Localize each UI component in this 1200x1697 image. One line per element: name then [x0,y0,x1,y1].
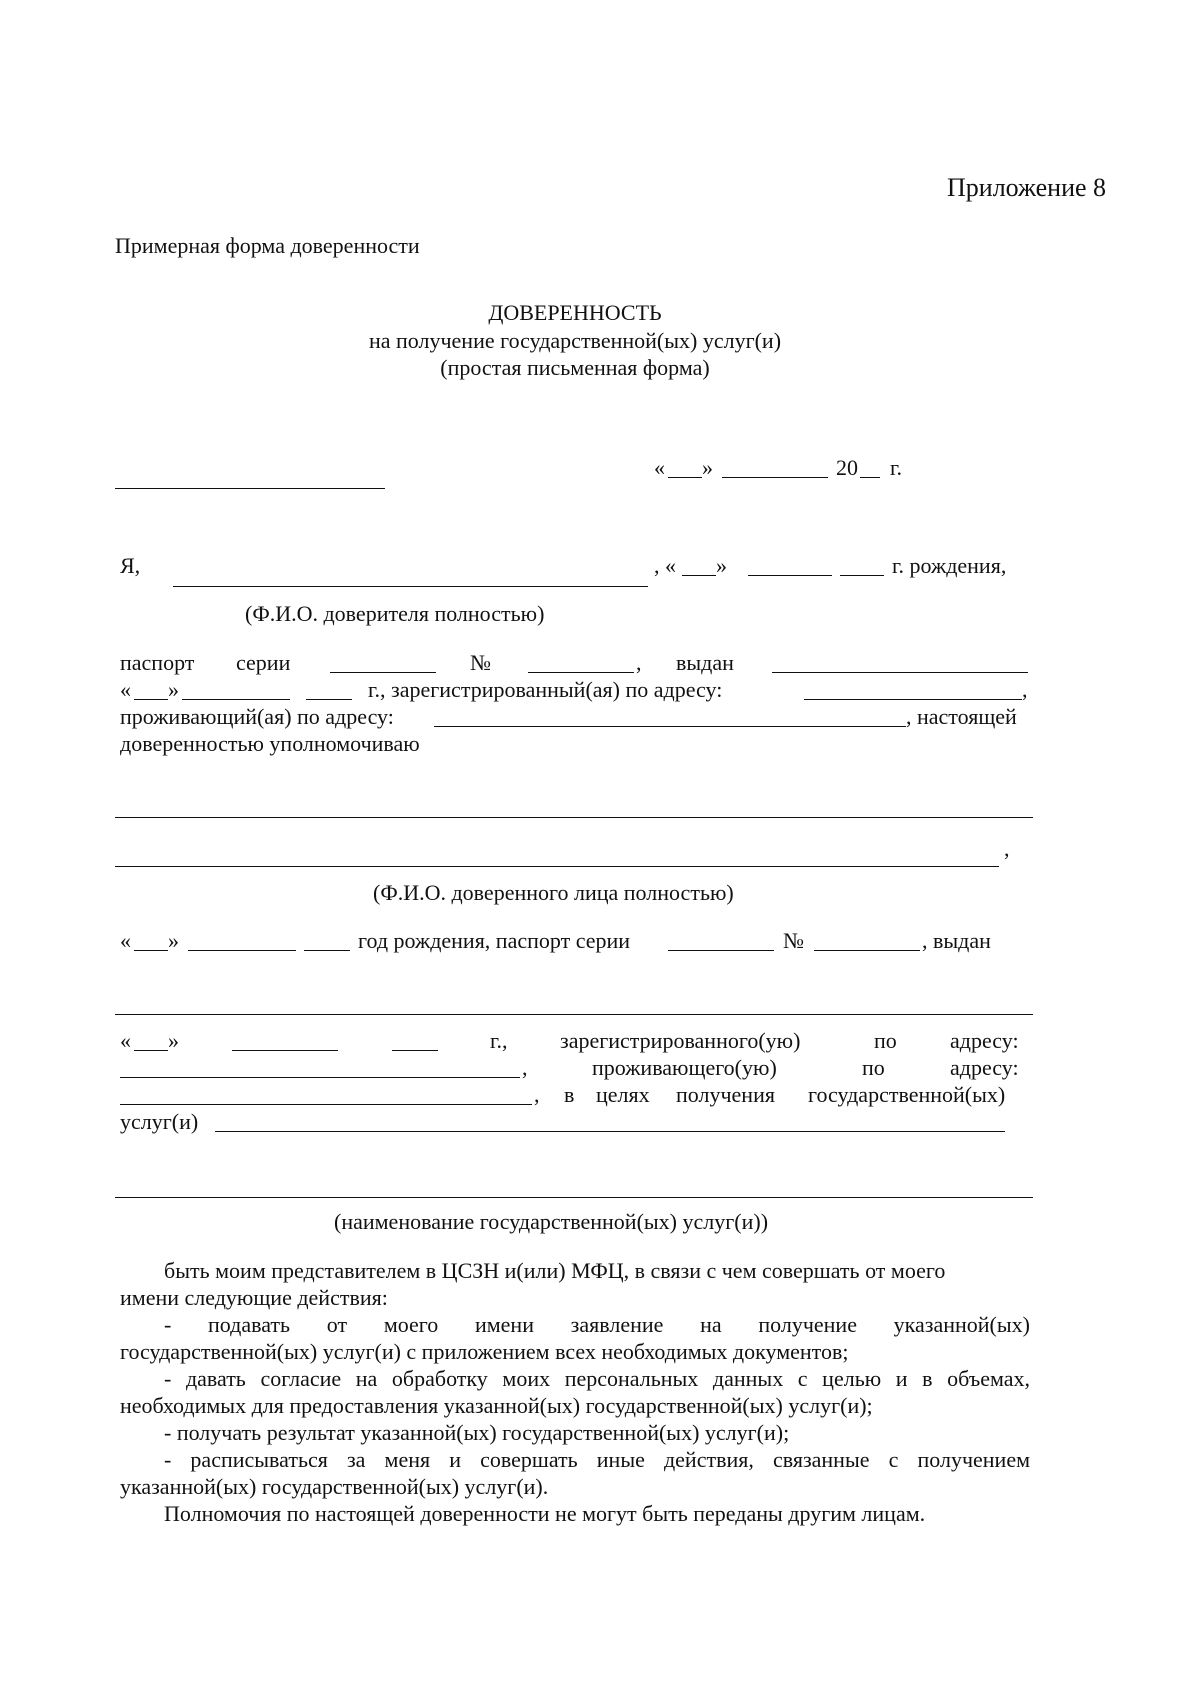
agent-living-address-word: адресу: [950,1055,1019,1080]
agent-reg-quote-open: « [120,1028,131,1053]
agent-living-comma: , [534,1082,540,1107]
agent-name-blank-line-2[interactable] [115,866,999,867]
date-quote-open: « [654,455,665,480]
agent-reg-day-blank[interactable] [134,1050,168,1051]
principal-passport-series-blank[interactable] [330,672,436,673]
date-month-blank[interactable] [722,477,828,478]
agent-reg-address-word: адресу: [950,1028,1019,1053]
principal-quote-close: » [716,553,727,578]
agent-passport-series-blank[interactable] [668,950,774,951]
agent-birth-month-blank[interactable] [188,950,296,951]
passport-date-quote-close: » [168,677,179,702]
agent-number-sign: № [783,928,804,953]
purpose-uslug: услуг(и) [120,1109,199,1134]
principal-residence-label: проживающий(ая) по адресу: [120,704,394,729]
agent-reg-quote-close: » [168,1028,179,1053]
powers-item-4-line-1: - расписываться за меня и совершать иные действия, связанные с получением [164,1447,1030,1472]
powers-item-2-line-2: необходимых для предоставления указанной(ых) государственной(ых) услуг(и); [120,1393,873,1418]
powers-item-1-line-2: государственной(ых) услуг(и) с приложением всех необходимых документов; [120,1339,849,1364]
passport-date-quote-open: « [120,677,131,702]
agent-name-caption: (Ф.И.О. доверенного лица полностью) [373,880,734,905]
date-year-blank[interactable] [860,477,880,478]
date-quote-close: » [702,455,713,480]
powers-item-4-line-2: указанной(ых) государственной(ых) услуг(и). [120,1474,549,1499]
date-year-suffix: г. [890,455,903,480]
passport-number-comma: , [636,650,642,675]
service-name-blank-2[interactable] [115,1197,1033,1198]
purpose-tselyah: целях [596,1082,650,1107]
document-subtitle: на получение государственной(ых) услуг(и) [368,328,782,353]
agent-living-po: по [862,1055,885,1080]
date-day-blank[interactable] [668,477,702,478]
powers-line-2: имени следующие действия: [120,1285,388,1310]
principal-issued-by-blank[interactable] [772,672,1028,673]
empower-text: доверенностью уполномочиваю [120,731,420,756]
principal-birth-month-blank[interactable] [748,575,832,576]
agent-passport-number-blank[interactable] [814,950,920,951]
purpose-gos: государственной(ых) [808,1082,1006,1107]
number-sign: № [470,650,491,675]
principal-ya: Я, [120,553,141,578]
agent-name-blank-line-1[interactable] [115,817,1033,818]
powers-transfer-note: Полномочия по настоящей доверенности не могут быть переданы другим лицам. [164,1501,926,1526]
purpose-polucheniya: получения [676,1082,775,1107]
powers-item-2-line-1: - давать согласие на обработку моих персональных данных с целью и в объемах, [164,1366,1030,1391]
agent-reg-comma: , [522,1055,528,1080]
powers-text [120,1257,1030,1527]
passport-word: паспорт [120,650,195,675]
principal-residence-address-blank[interactable] [434,726,906,727]
agent-birth-quote-close: » [168,928,179,953]
principal-birth-year-blank[interactable] [840,575,884,576]
passport-issue-month-blank[interactable] [182,699,290,700]
principal-birth-day-blank[interactable] [682,575,716,576]
agent-birth-year-blank[interactable] [304,950,350,951]
issued-word: выдан [676,650,734,675]
passport-issue-year-blank[interactable] [306,699,352,700]
principal-name-caption: (Ф.И.О. доверителя полностью) [245,601,545,626]
agent-reg-po: по [874,1028,897,1053]
series-word: серии [236,650,291,675]
powers-item-1-line-1: - подавать от моего имени заявление на получение указанной(ых) [164,1312,1030,1337]
service-name-caption: (наименование государственной(ых) услуг(и)) [334,1209,769,1234]
principal-name-blank[interactable] [173,586,648,587]
passport-issue-day-blank[interactable] [134,699,168,700]
powers-item-3: - получать результат указанной(ых) государственной(ых) услуг(и); [164,1420,790,1445]
principal-registration-label: г., зарегистрированный(ая) по адресу: [368,677,723,702]
agent-birth-day-blank[interactable] [134,950,168,951]
purpose-v: в [564,1082,575,1107]
agent-reg-g: г., [490,1028,508,1053]
document-title: ДОВЕРЕННОСТЬ [488,300,662,325]
agent-reg-month-blank[interactable] [232,1050,338,1051]
agent-issued-label: , выдан [922,928,991,953]
appendix-label: Приложение 8 [947,173,1107,202]
agent-birth-passport-label: год рождения, паспорт серии [358,928,631,953]
principal-passport-number-blank[interactable] [528,672,634,673]
principal-quote-open: , « [654,553,676,578]
document-form-type: (простая письменная форма) [440,355,710,380]
registration-comma: , [1022,677,1028,702]
agent-residence-address-blank[interactable] [120,1104,532,1105]
agent-issued-by-blank[interactable] [115,1014,1033,1015]
agent-living-label: проживающего(ую) [592,1055,777,1080]
principal-birth-label: г. рождения, [892,553,1007,578]
agent-registered-label: зарегистрированного(ую) [560,1028,801,1053]
powers-line-1: быть моим представителем в ЦСЗН и(или) МФЦ, в связи с чем совершать от моего [164,1258,946,1283]
form-caption: Примерная форма доверенности [115,233,420,258]
place-blank-line[interactable] [115,488,385,489]
principal-registration-address-blank[interactable] [804,699,1022,700]
service-name-blank-1[interactable] [215,1131,1005,1132]
date-year-prefix: 20 [836,455,858,480]
residence-end-text: , настоящей [906,704,1017,729]
agent-reg-year-blank[interactable] [392,1050,438,1051]
agent-registration-address-blank[interactable] [120,1077,520,1078]
agent-birth-quote-open: « [120,928,131,953]
agent-name-comma: , [1004,836,1010,861]
